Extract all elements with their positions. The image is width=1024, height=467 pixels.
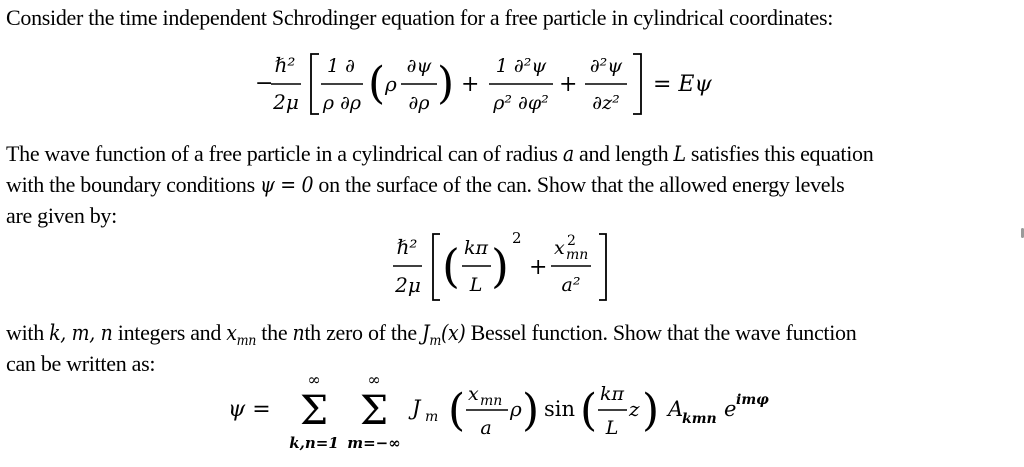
- eq3-sum1: Σ: [299, 388, 329, 434]
- eq3-z: z: [629, 397, 640, 421]
- energy-levels-svg: [390, 226, 630, 306]
- schrodinger-equation-svg: [255, 44, 775, 124]
- var-xmn: x: [226, 321, 237, 345]
- eq3-J: J: [412, 396, 421, 420]
- eq3-arg-num-sub: mn: [480, 393, 503, 409]
- para2-line2: [6, 169, 844, 201]
- eq3-paren-1-open: (: [448, 385, 466, 436]
- eq2-x: x: [554, 237, 565, 259]
- eq2-x-sub: mn: [566, 247, 589, 263]
- para2-text-1b: and length: [573, 141, 674, 166]
- bessel-J-sub: m: [429, 333, 441, 350]
- var-a: a: [562, 142, 574, 166]
- var-L: L: [673, 142, 686, 166]
- eq1-coef-den: 2μ: [273, 90, 299, 114]
- para3-text-b: integers and: [112, 320, 227, 345]
- eq2-power: 2: [512, 229, 522, 247]
- eq1-right-paren: ): [437, 58, 455, 109]
- eq1-t2-den: ∂ρ: [408, 92, 430, 114]
- eq3-sum1-bot: k,n=1: [289, 434, 339, 452]
- eq3-paren-2-close: ): [642, 385, 660, 436]
- para3-text-c: the: [256, 320, 293, 345]
- eq3-sin: sin: [544, 397, 576, 421]
- var-xmn-sub: mn: [236, 333, 257, 350]
- eq1-t2-num: ∂ψ: [406, 55, 432, 77]
- para3-line2: can be written as:: [6, 351, 156, 376]
- eq1-coef-num: ℏ²: [274, 53, 296, 77]
- para2-text-2a: with the boundary conditions: [6, 172, 261, 197]
- para3-text-a: with: [6, 320, 50, 345]
- eq3-sin-num: kπ: [599, 383, 625, 405]
- eq2-x-den: a²: [561, 274, 581, 296]
- eq3-sum1-top: ∞: [307, 370, 321, 389]
- eq1-rhs: = Eψ: [653, 72, 712, 97]
- intro-text: Consider the time independent Schrodinger equation for a free particle in cylindrical coordinates:: [6, 5, 834, 30]
- eq2-coef-den: 2μ: [395, 273, 421, 297]
- eq1-t3-num: 1 ∂²ψ: [495, 55, 547, 77]
- eq1-t4-num: ∂²ψ: [589, 55, 623, 77]
- eq1-left-paren: (: [368, 58, 386, 109]
- para2-text-1c: satisfies this equation: [685, 141, 874, 166]
- para2-text-1a: The wave function of a free particle in a cylindrical can of radius: [6, 141, 563, 166]
- boundary-condition: ψ = 0: [260, 173, 314, 197]
- eq1-minus: −: [255, 71, 274, 96]
- eq1-left-bracket: [311, 54, 319, 114]
- eq2-left-bracket: [433, 234, 440, 300]
- eq3-e: e: [724, 397, 737, 421]
- wave-function-svg: [228, 368, 808, 466]
- eq3-A-sub: kmn: [682, 411, 717, 427]
- para2-text-2b: on the surface of the can. Show that the allowed energy levels: [313, 172, 845, 197]
- eq2-left-paren: (: [442, 239, 460, 293]
- para3-text-e: Bessel function. Show that the wave function: [465, 320, 857, 345]
- eq2-right-bracket: [599, 234, 606, 300]
- eq3-arg-num: x: [468, 383, 479, 405]
- energy-levels-equation: [390, 226, 630, 306]
- para2-line1: [6, 138, 873, 170]
- eq2-frac-num: kπ: [463, 237, 489, 259]
- eq1-t1-den: ρ ∂ρ: [322, 92, 362, 114]
- para2-line3: are given by:: [6, 203, 117, 228]
- eq1-plus-1: +: [461, 72, 480, 97]
- eq3-A: A: [668, 397, 684, 421]
- eq1-right-bracket: [633, 54, 641, 114]
- para3-text-d: th zero of the: [304, 320, 423, 345]
- vars-kmn: k, m, n: [49, 321, 113, 345]
- eq3-J-sub: m: [425, 409, 439, 425]
- eq1-t3-den: ρ² ∂φ²: [493, 92, 549, 114]
- eq3-arg-den: a: [480, 417, 492, 439]
- eq2-right-paren: ): [491, 239, 509, 293]
- eq3-sum2: Σ: [359, 388, 389, 434]
- eq3-rho: ρ: [510, 397, 522, 421]
- eq1-t1-num: 1 ∂: [327, 55, 355, 77]
- eq2-coef-num: ℏ²: [396, 235, 418, 259]
- eq2-plus: +: [529, 255, 548, 280]
- eq3-e-sup: imφ: [736, 392, 769, 408]
- eq2-frac-den: L: [469, 274, 483, 296]
- eq3-lhs: ψ =: [228, 397, 271, 422]
- eq2-x-sup: 2: [567, 233, 576, 249]
- eq1-t4-den: ∂z²: [592, 92, 620, 114]
- eq1-rho: ρ: [385, 72, 397, 96]
- eq3-sum2-top: ∞: [367, 370, 381, 389]
- eq3-sum2-bot: m=−∞: [347, 434, 401, 452]
- wave-function-equation: [228, 368, 808, 466]
- var-n: n: [292, 321, 305, 345]
- bessel-J: J: [422, 321, 430, 345]
- bessel-J-arg: (x): [440, 321, 466, 345]
- eq3-paren-2-open: (: [580, 385, 598, 436]
- schrodinger-equation: [255, 44, 775, 124]
- eq1-plus-2: +: [559, 72, 578, 97]
- eq3-sin-den: L: [605, 417, 619, 439]
- eq3-paren-1-close: ): [522, 385, 540, 436]
